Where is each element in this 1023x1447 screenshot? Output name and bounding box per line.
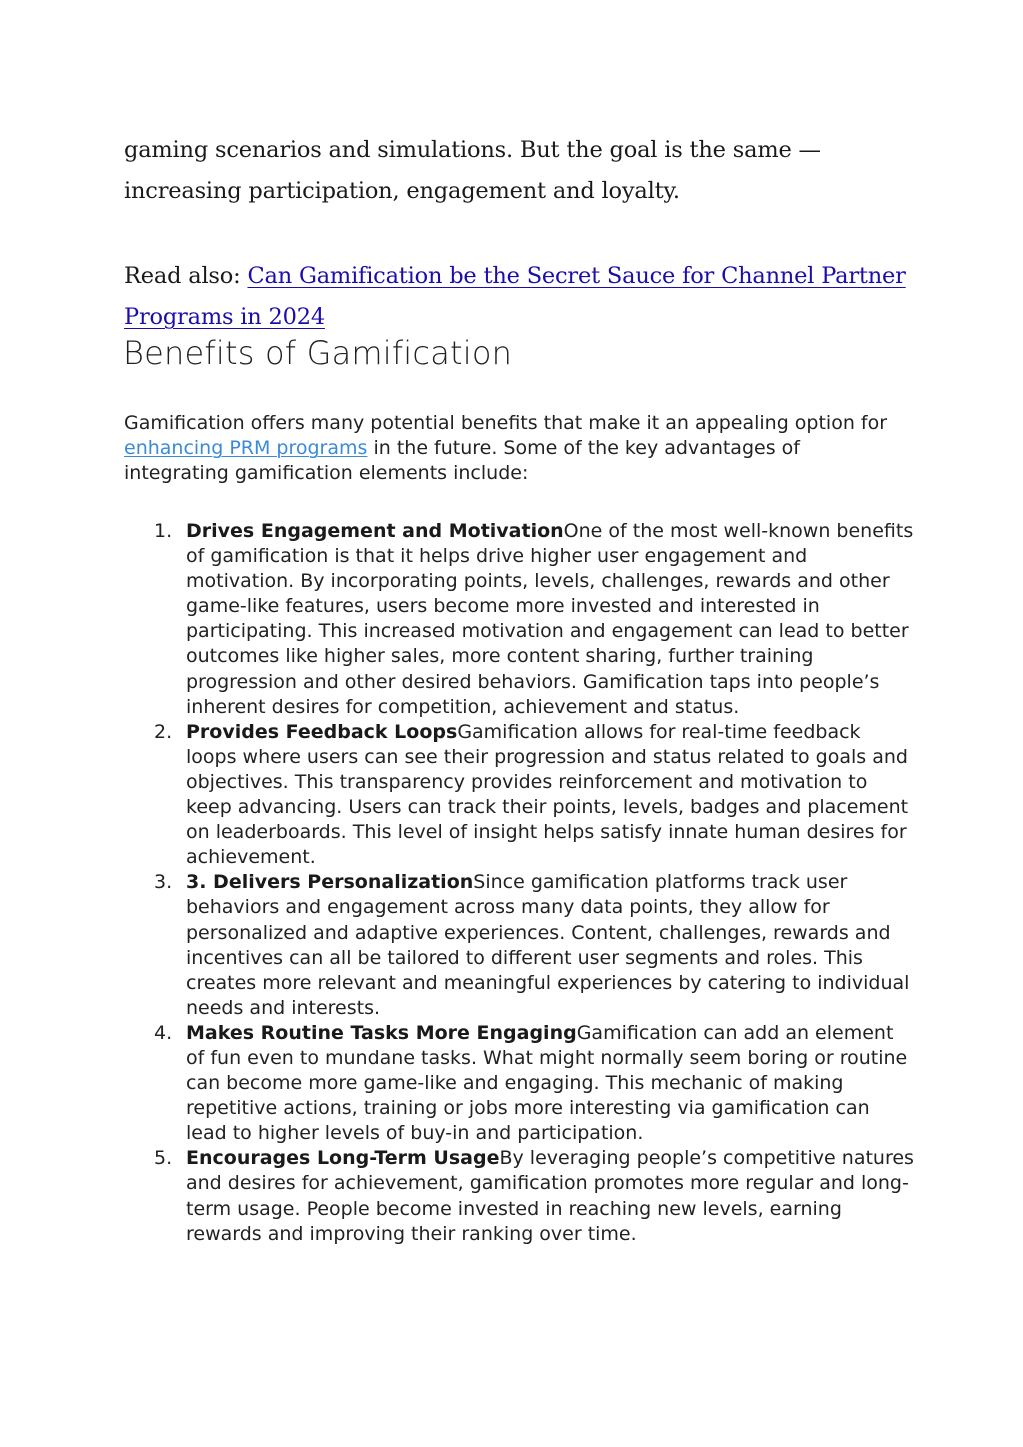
read-also-paragraph bbox=[124, 256, 924, 338]
enhancing-prm-link[interactable]: enhancing PRM programs bbox=[124, 437, 368, 460]
intro-paragraph: gaming scenarios and simulations. But the goal is the same — increasing participation, engagement and loyalty. bbox=[124, 137, 821, 204]
list-item-routine-tasks bbox=[124, 1021, 914, 1146]
read-also-label: Read also: bbox=[124, 263, 241, 289]
list-item-engagement bbox=[124, 519, 914, 720]
list-item-title: 3. Delivers Personalization bbox=[186, 871, 474, 894]
list-item-title: Drives Engagement and Motivation bbox=[186, 520, 564, 542]
list-item-body: Gamification allows for real-time feedback loops where users can see their progression and status related to goals and objectives. This transparency provides reinforcement and motivation to keep advancing. Users can track their points, levels, badges and placement on leaderboards. This level of insight helps satisfy innate human desires for achievement. bbox=[186, 720, 909, 869]
list-item-number: 5. bbox=[154, 1147, 173, 1170]
list-item-title: Makes Routine Tasks More Engaging bbox=[186, 1021, 577, 1044]
list-item-number: 4. bbox=[154, 1021, 173, 1044]
list-item-body: Gamification can add an element of fun even to mundane tasks. What might normally seem boring or routine can become more game-like and engaging. This mechanic of making repetitive actions, training or jobs more interesting via gamification can lead to higher levels of buy-in and participation. bbox=[186, 1021, 908, 1145]
section-heading: Benefits of Gamification bbox=[123, 334, 513, 372]
benefits-intro-text-before: Gamification offers many potential benefits that make it an appealing option for bbox=[124, 412, 888, 434]
list-item-title: Provides Feedback Loops bbox=[186, 720, 458, 743]
list-item-number: 2. bbox=[154, 720, 173, 743]
benefits-intro-text-after: in the future. Some of the key advantages of integrating gamification elements include: bbox=[124, 437, 800, 485]
read-also-link[interactable]: Can Gamification be the Secret Sauce for Channel Partner Programs in 2024 bbox=[124, 263, 906, 330]
list-item-body: One of the most well-known benefits of gamification is that it helps drive higher user engagement and motivation. By incorporating points, levels, challenges, rewards and other game-like features, users become more invested and interested in participating. This increased motivation and engagement can lead to better outcomes like higher sales, more content sharing, further training progression and other desired behaviors. Gamification taps into people’s inherent desires for competition, achievement and status. bbox=[186, 520, 914, 718]
benefits-list bbox=[124, 519, 914, 1247]
list-item-personalization bbox=[124, 870, 914, 1021]
list-item-title: Encourages Long-Term Usage bbox=[186, 1147, 500, 1170]
list-item-number: 3. bbox=[154, 871, 173, 894]
list-item-feedback-loops bbox=[124, 720, 914, 871]
benefits-intro-paragraph bbox=[124, 411, 904, 486]
list-item-body: Since gamification platforms track user behaviors and engagement across many data points, they allow for personalized and adaptive experiences. Content, challenges, rewards and incentives can all be tailored to different user segments and roles. This creates more relevant and meaningful experiences by catering to individual needs and interests. bbox=[186, 871, 910, 1019]
list-item-body: By leveraging people’s competitive natures and desires for achievement, gamification promotes more regular and long-term usage. People become invested in reaching new levels, earning rewards and improving their ranking over time. bbox=[186, 1147, 914, 1245]
list-item-number: 1. bbox=[154, 520, 173, 542]
list-item-long-term-usage bbox=[124, 1146, 914, 1246]
